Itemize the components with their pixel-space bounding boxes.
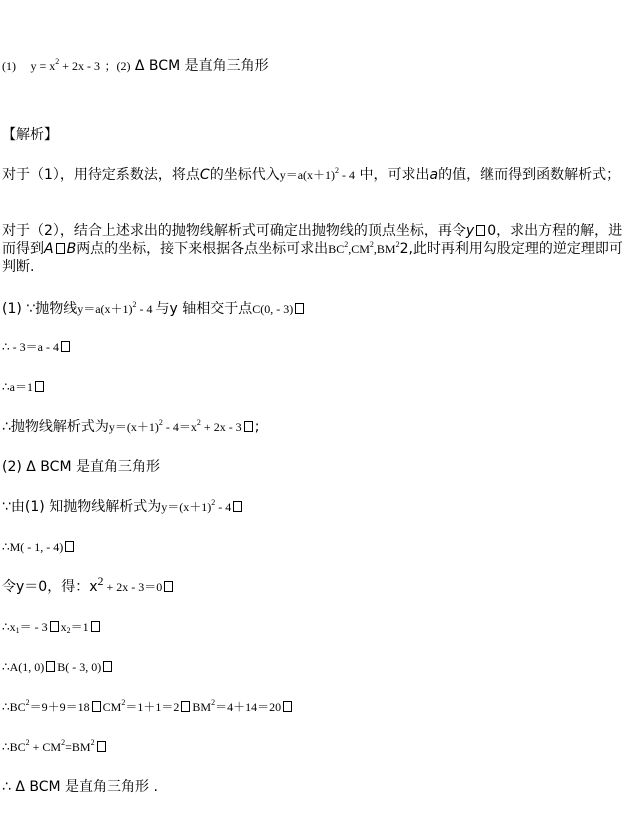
solution-line-7: ∴M( - 1, - 4) [2,538,76,556]
analysis-paragraph-2: 对于（2），结合上述求出的抛物线解析式可确定出抛物线的顶点坐标，再令y 0，求出方程的解，进而得到A B两点的坐标，接下来根据各点坐标可求出$BC^2,CM^2,BM^22$,此时再利用勾股定理的逆定理即可判断. [2,223,623,275]
answer-line [2,57,269,75]
missing-glyph-box [295,303,304,314]
solution-line-9: $\therefore x_1= - 3$ $x_2=1$ [2,618,102,636]
missing-glyph-box [283,701,292,712]
missing-glyph-box [65,541,74,552]
analysis-p1-equation: $y=a(x+1)^2 - 4$ [279,166,356,182]
missing-glyph-box [35,381,44,392]
answer-part1-equation: $y = x^2 + 2x - 3$ [30,57,100,73]
solution-line-5: (2) Δ BCM 是直角三角形 [2,459,160,475]
solution-line-6: ∵由(1) 知抛物线解析式为$y=(x+1)^2 - 4$ [2,498,244,516]
solution-line-12: $\therefore BC^2 + CM^2=BM^2$ [2,738,108,756]
analysis-heading: 【解析】 [2,127,58,143]
solution-line-1: (1) ∵抛物线$y=a(x+1)^2 - 4$ 与y 轴相交于点C(0, - 3) [2,300,306,318]
missing-glyph-box [91,621,100,632]
missing-glyph-box [50,621,59,632]
missing-glyph-box [56,243,65,254]
missing-glyph-box [164,581,173,592]
missing-glyph-box [61,341,70,352]
solution-line-8: 令y＝0，得：$x^2 + 2x - 3=0$ [2,578,175,596]
answer-part1-label: (1) [2,59,16,73]
missing-glyph-box [244,421,253,432]
missing-glyph-box [181,701,190,712]
solution-line-2: ∴ - 3＝a - 4 [2,338,72,356]
missing-glyph-box [92,701,101,712]
solution-line-10: ∴A(1, 0) B( - 3, 0) [2,658,114,676]
solution-line-13: ∴ Δ BCM 是直角三角形 . [2,779,158,795]
analysis-paragraph-1: 对于（1），用待定系数法，将点C的坐标代入$y=a(x+1)^2 - 4$ 中，可求出a的值，继而得到函数解析式； [2,166,621,183]
missing-glyph-box [103,661,112,672]
solution-line-3: ∴a＝1 [2,378,46,396]
missing-glyph-box [97,741,106,752]
solution-line-11: $\therefore BC^2=9+9=18$ $CM^2=1+1=2$ $BM^2=4+14=20$ [2,698,294,716]
answer-separator: ；(2) [104,59,131,73]
missing-glyph-box [46,661,55,672]
answer-part2: Δ BCM 是直角三角形 [134,58,269,74]
missing-glyph-box [476,225,485,236]
missing-glyph-box [233,501,242,512]
solution-line-4: ∴抛物线解析式为$y=(x+1)^2 - 4=x^2 + 2x - 3$ ; [2,418,260,435]
